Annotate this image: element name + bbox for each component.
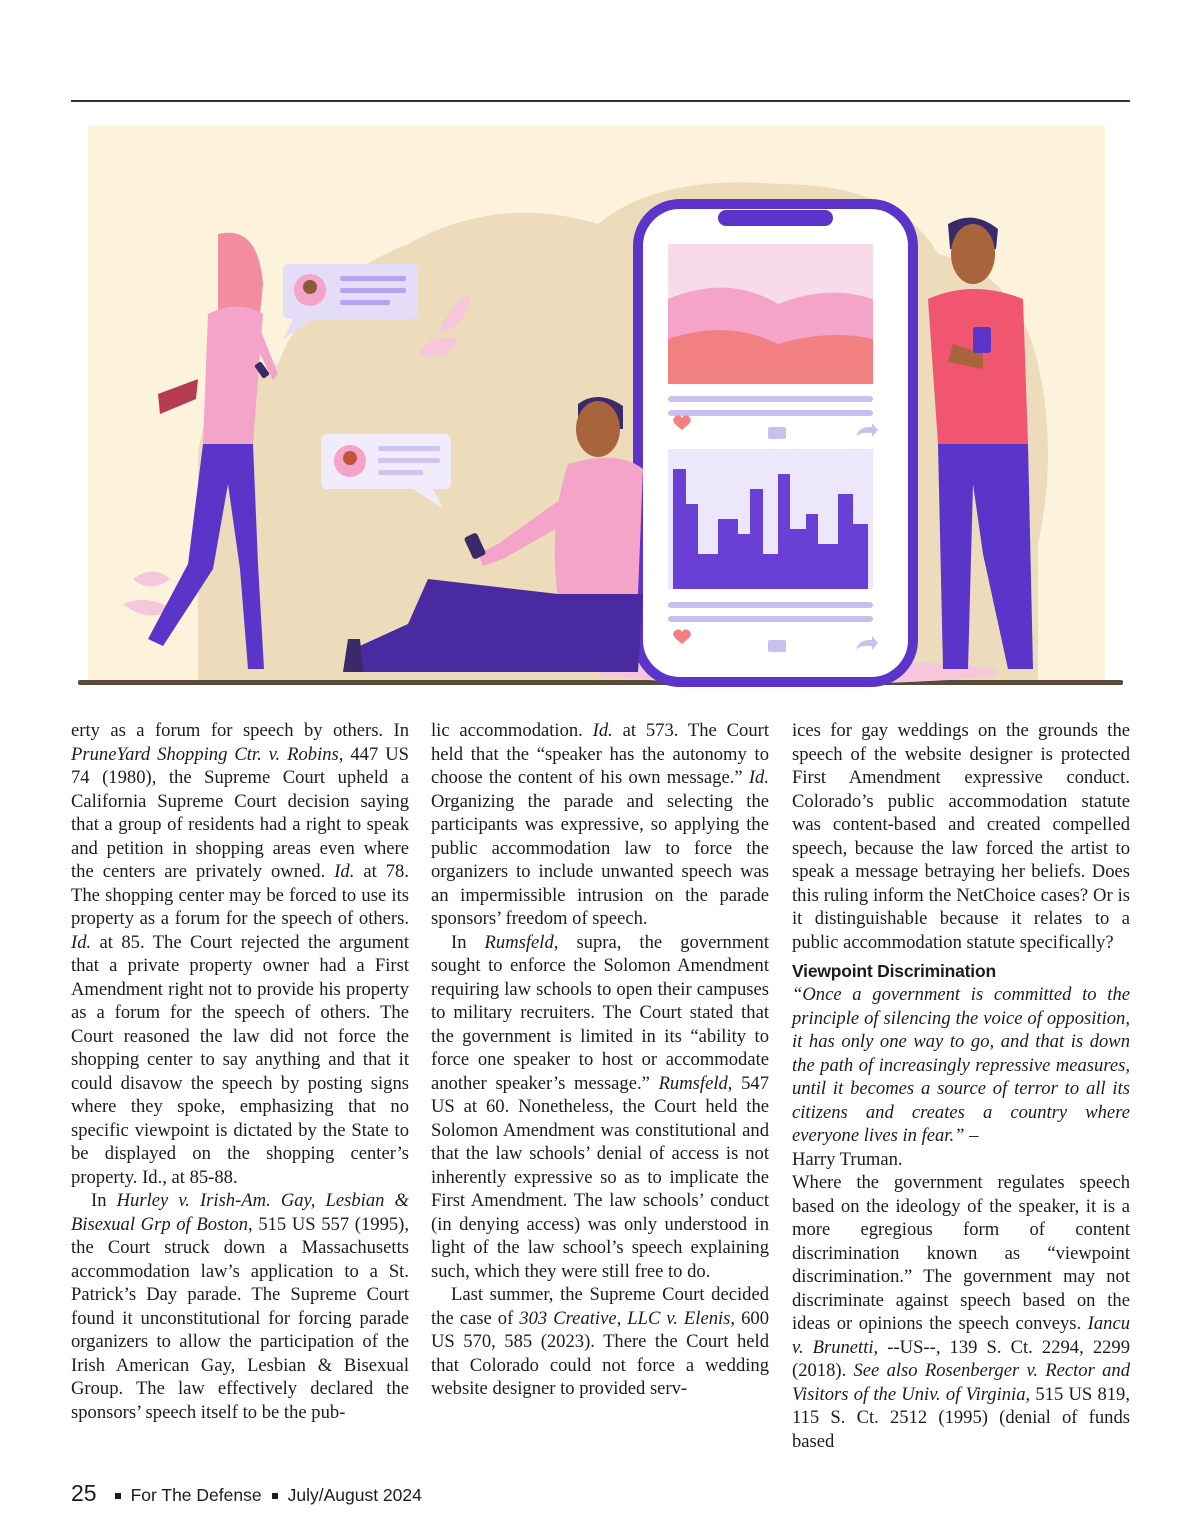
issue-date: July/August 2024 [287, 1485, 422, 1505]
case-citation: Rumsfeld [484, 931, 554, 953]
paragraph: In Rumsfeld, supra, the government sought to enforce the Solomon Amendment requiring law schools to open their campuses to military recruiters. The Court stated that the government is limited in its “ability to force one speaker to host or accommodate another speaker’s message.” Rumsfeld, 547 US at 60. Nonetheless, the Court held the Solomon Amendment was constitutional and that the law schools’ denial of access is not inherently expressive so as to implicate the First Amendment. The law schools’ conduct (in denying access) was only understood in light of the law school’s speech explaining such, which they were still free to do. [431, 931, 770, 1282]
article-column-1 [71, 719, 409, 1424]
paragraph: ices for gay weddings on the grounds the speech of the website designer is protected First Amendment expressive conduct. Colorado’s public accommodation statute was content-based and created compelled speech, because the law forced the artist to speak a message betraying her beliefs. Does this ruling inform the NetChoice cases? Or is it distinguishable because it relates to a public accommodation statute specifically? [792, 720, 1130, 953]
paragraph: Where the government regulates speech based on the ideology of the speaker, it is a more egregious form of content discrimination known as “viewpoint discrimination.” The government may not discriminate against speech based on the ideas or opinions the speech conveys. Iancu v. Brunetti, --US--, 139 S. Ct. 2294, 2299 (2018). See also Rosenberger v. Rector and Visitors of the Univ. of Virginia, 515 US 819, 115 S. Ct. 2512 (1995) (denial of funds based [792, 1172, 1131, 1452]
case-citation: Iancu v. Brunetti [792, 1313, 1130, 1358]
case-citation: 303 Creative, LLC v. Elenis [519, 1307, 731, 1329]
page-number: 25 [71, 1480, 97, 1506]
hero-illustration [78, 124, 1123, 689]
case-citation: PruneYard Shopping Ctr. v. Robins [71, 743, 339, 765]
article-column-3 [792, 719, 1130, 1453]
publication-name: For The Defense [130, 1485, 262, 1505]
paragraph: lic accommodation. Id. at 573. The Court held that the “speaker has the autonomy to choose the content of his own message.” Id. Organizing the parade and selecting the participants was expressive, so applying the public accommodation law to force the organizers to include unwanted speech was an impermissible intrusion on the parade sponsors’ freedom of speech. [431, 720, 769, 929]
bullet-separator [115, 1493, 121, 1499]
phone-illustration [638, 204, 913, 682]
top-rule [71, 100, 1130, 102]
article-column-2 [431, 719, 769, 1401]
case-citation: Hurley v. Irish-Am. Gay, Lesbian & Bisexual Grp of Boston [71, 1190, 409, 1235]
paragraph: In Hurley v. Irish-Am. Gay, Lesbian & Bisexual Grp of Boston, 515 US 557 (1995), the Court struck down a Massachusetts accommodation law’s application to a St. Patrick’s Day parade. The Supreme Court found it unconstitutional for forcing parade organizers to allow the participation of the Irish American Gay, Lesbian & Bisexual Group. The law effectively declared the sponsors’ speech itself to be the pub- [71, 1190, 410, 1423]
page-footer [71, 1480, 422, 1507]
paragraph: erty as a forum for speech by others. In PruneYard Shopping Ctr. v. Robins, 447 US 74 (1980), the Supreme Court upheld a California Supreme Court decision saying that a group of residents had a right to speak and petition in shopping areas even where the centers are privately owned. Id. at 78. The shopping center may be forced to use its property as a forum for the speech of others. Id. at 85. The Court rejected the argument that a private property owner had a First Amendment right not to provide his property as a forum for the speech of others. The Court reasoned the law did not force the shopping center to say anything and that it could disavow the speech by posting signs where they spoke, emphasizing that no specific viewpoint is dictated by the State to be displayed on the shopping center’s property. Id., at 85-88. [71, 720, 409, 1188]
case-citation: See also Rosenberger v. Rector and Visitors of the Univ. of Virginia [792, 1360, 1130, 1405]
bullet-separator [272, 1493, 278, 1499]
section-heading: Viewpoint Discrimination [792, 961, 996, 981]
quote-attribution: Harry Truman. [792, 1148, 903, 1170]
paragraph: Last summer, the Supreme Court decided the case of 303 Creative, LLC v. Elenis, 600 US 570, 585 (2023). There the Court held that Colorado could not force a wedding website designer to provided serv- [431, 1284, 769, 1399]
block-quote: “Once a government is committed to the principle of silencing the voice of opposition, it has only one way to go, and that is down the path of increasingly repressive measures, until it becomes a source of terror to all its citizens and creates a country where everyone lives in fear.” – [792, 984, 1130, 1146]
